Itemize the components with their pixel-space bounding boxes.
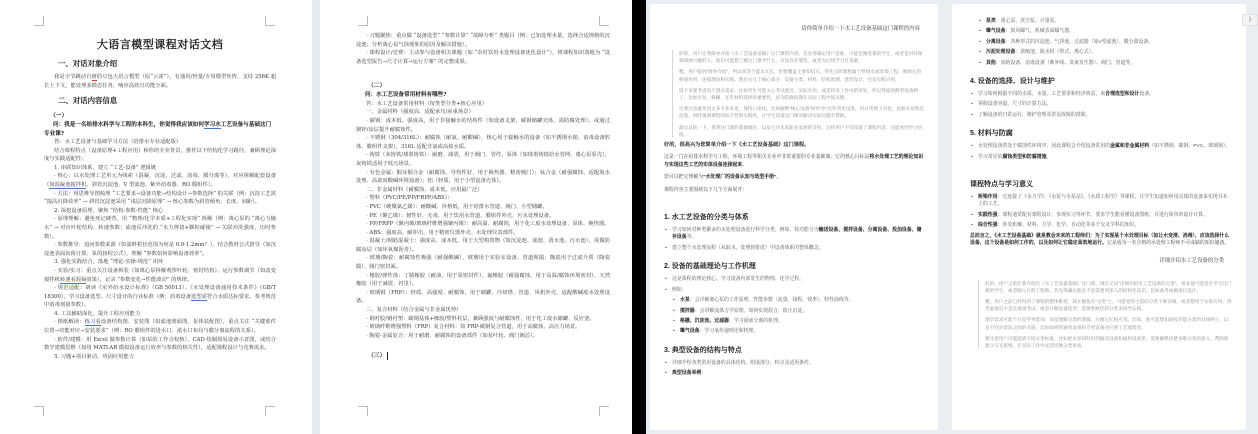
list-item: • 格栅、沉淀池、过滤器：学习固液分离的机理。: [672, 318, 924, 325]
answer-heading: 1. 水工艺设备的分类与体系: [664, 214, 749, 222]
question-paragraph[interactable]: 问：我是一名给排水科学与工程的本科生，你觉得我应该如何学习水工艺设备与基础这门专业课?: [44, 122, 272, 137]
chat-card: [952, 4, 1252, 430]
answer-paragraph[interactable]: · 原理理解：避免死记硬背，用 “物理/化学本质+工程化实现” 拆解（例：离心泵的 “离心力输水” → 对应叶轮结构、转速参数；滤池反冲洗的 “水力剪切+颗粒碰撞” → 关联冲洗强度、历时参数）。: [44, 216, 276, 240]
step-heading[interactable]: 3. 强化实践结合，落地 “理论-实操-规范” 闭环: [54, 259, 164, 266]
material-item[interactable]: · PE（聚乙烯）：韧性好、无毒，用于饮用水管道、膜组件外壳、污水处理设备。: [366, 212, 555, 219]
answer-heading: 2. 设备的基础理论与工作机理: [664, 263, 756, 271]
category-heading[interactable]: 三、复合材料（结合金属与非金属优势）: [366, 307, 462, 314]
answer-paragraph: 您可以把它理解为“水处理厂的设备认知与选型手册”。: [664, 175, 782, 181]
document-title: 大语言模型课程对话文档: [96, 38, 224, 51]
document-page-1: [0, 0, 312, 434]
step-heading[interactable]: 2. 深挖设备原理，聚焦 “结构-参数-性能” 核心: [54, 207, 164, 214]
answer-paragraph[interactable]: · 习题聚焦：重点做 “设备选型” “参数计算” “故障分析” 类题目（例：已知处理水量，选择合适规格的沉淀池；分析离心泵气蚀现象的原因及解决措施）。: [356, 33, 610, 48]
material-item[interactable]: · 玻璃/陶瓷：耐腐蚀性极强（耐强酸碱），玻璃用于实验室设备、管道视镜；陶瓷用于过滤介质（陶瓷膜）、阀门密封面。: [356, 255, 610, 271]
material-item[interactable]: · ABS：强度高、耐冲击，用于精密仪器外壳、水处理仪表部件。: [366, 229, 519, 236]
answer-paragraph[interactable]: · 方法：用思维导图梳理 “工艺要求→设备功能→结构设计→参数选择” 的关联（例：沉淀工艺需 “提高沉降效率” → 斜管沉淀池采用 “浅层沉降原理” → 核心参数为斜管倾角、长度、间距）。: [44, 190, 276, 206]
answer-intro[interactable]: 答：水工艺设备与基础学习方法（给排水专业适配版）: [54, 139, 182, 145]
material-item[interactable]: · 塑料（PVC/PE/PP/FRPP/ABS）：: [366, 195, 453, 202]
list-item: • 学习常见的腐蚀类型和防腐措施。: [970, 154, 1232, 161]
material-item[interactable]: · 不锈钢（304/316L）：耐腐蚀（耐氯、耐酸碱），核心用于接触水的设备（如不锈钢水箱、消毒设备腔体、膜组件支架），316L 适配含氯或高盐水质。: [356, 135, 610, 150]
crop-mark-icon: [265, 406, 275, 416]
bullet-list: [970, 194, 1232, 230]
summary-paragraph: 总而言之，《水工艺设备基础》就是教会未来的工程师们：为了实现某个水处理目标（如让水变清、消毒），应该选择什么设备，这个设备是如何工作的，以及如何让它稳定高效地运行。它是成为一名合格的水处理工程师不可或缺的知识储备。: [970, 233, 1230, 247]
bullet-list: [970, 143, 1232, 161]
grammar-mark[interactable]: 如混凝池搅拌机: [49, 181, 87, 188]
list-item: • 实践性强：课程通常配有课程设计、参观实习等环节，要求学生能看懂设备图纸，并进行简单的设计计算。: [970, 212, 1232, 219]
answer-paragraph: 课程内容主要围绕以下几个方面展开：: [664, 187, 748, 193]
list-item: • 典型设备举例：: [664, 370, 924, 377]
thinking-paragraph: 嗯，用户之前已经得到了课程的整体框架，现在聚焦在“分类”上，可能觉得之前的分类不够详细，或者想用于实际应用。得考虑他是不是在准备考试，或者在做设备选型，需要系统化的分类来指导实践。: [985, 298, 1232, 312]
thinking-paragraph: 好的，用户让我简单介绍《水工艺设备基础》这门课的内容。首先得确定用户是谁，可能是刚选课的学生，或者是对环保领域感兴趣的人。他们可能想了解这门课学什么，有没有必要选，或者为后续学习打基础。: [679, 51, 923, 64]
list-item: • 例如：: [664, 287, 924, 294]
thinking-paragraph: 还要注意避免用太多专业术语，保持口语化。比如解释“核心设备”时举“泵”这些常见设备，用日常例子对比，比如水泵和沉淀池。同时强调课程的综合性和实践性，让学生知道这门课对解决实际问题有帮助。: [679, 106, 924, 119]
material-item[interactable]: · 碳钢：成本低、强度高，用于非接触水的结构件（如设备支架、碳钢储罐壳体，需防腐处理），或通过镀锌/涂层提升耐腐蚀性。: [356, 117, 610, 133]
answer-lead: 好的，很高兴为您简单介绍一下《水工艺设备基础》这门课程。: [664, 142, 810, 149]
answer-paragraph[interactable]: · 规范适配：研读《室外给水设计标准》（GB 50013）、《水处理设备通用技术条件》（GB/T 18300），学习设备选型、尺寸设计的行业标准（例：消毒设备选型需符合水质达标要求，参考规范中消毒剂量参数）。: [44, 285, 276, 309]
material-item[interactable]: · 玻璃钢（FRP）：轻质、高强度、耐腐蚀，用于储罐、冷却塔、管道、风机外壳，适配酸碱废水处理设备。: [356, 289, 610, 305]
list-item: • 了解设备的日常运行、维护管理及常见故障的排除。: [970, 112, 1232, 119]
bullet-list: [664, 227, 924, 252]
list-item: • 桥梁作用：它连接了《水力学》、《水泵与水泵站》、《水质工程学》等课程，让学生知道如何用具体的设备来实现书本上的工艺。: [970, 194, 1232, 209]
answer-paragraph[interactable]: · 参数推导：追问参数来源（如滤料粒径范围为何是 0.9-1.2mm？），结合教材公式推导（如沉淀池表面负荷计算、泵的扬程公式），理解 “参数如何影响设备效率”。: [44, 242, 276, 257]
part-label: （二）: [368, 83, 386, 90]
user-message: 请你简单介绍一下水工艺设备基础这门课程的内容: [801, 26, 920, 32]
material-item[interactable]: · 有色金属：铜及铜合金（耐腐蚀、导热性好，用于换热器、精密阀门）；钛合金（耐强腐蚀，适配海水处理、高浓度酸碱环境设备）；铝（轻质，用于小型设备壳体）。: [356, 169, 610, 185]
answer-paragraph[interactable]: 结合课程特点（设备原理+工程应用）和你的专业背景，推荐以下结构化学习路径，兼顾理论深度与实践适配性：: [44, 147, 276, 163]
list-item: • 其他：加药设备、消毒设备（紫外线、臭氧发生器）、阀门、管道等。: [978, 60, 1232, 67]
crop-mark-icon: [34, 406, 44, 416]
question-paragraph[interactable]: 问：水工艺设备常用材料有哪些?: [364, 92, 447, 99]
material-item[interactable]: · PVC（硬聚氯乙烯）：耐酸碱、价格低，用于给排水管道、阀门、小型储罐。: [366, 203, 548, 210]
divider-bar: [632, 0, 646, 434]
crop-mark-icon: [358, 406, 368, 416]
crop-mark-icon: [599, 406, 609, 416]
user-message: 详细介绍水工艺设备的分类: [1159, 257, 1224, 264]
step-heading[interactable]: 1. 串联知识体系，建立 “工艺-设备” 逻辑链: [54, 164, 157, 171]
material-item[interactable]: · PP/FRPP（聚丙烯/玻璃纤维增强聚丙烯）：耐高温、耐腐蚀，用于化工废水处理设备、泵体、换热器。: [366, 221, 610, 228]
answer-heading: 5. 材料与防腐: [970, 130, 1013, 138]
chat-screenshot-2: [942, 0, 1258, 434]
chevron-right-icon: ⟩: [1248, 16, 1252, 23]
answer-paragraph[interactable]: · 课程设计/竞赛：主动参与设备相关课题（如 “农村饮用水处理设备优化设计”），将课程知识落地为 “设备选型报告→尺寸计算→运行方案” 的完整成果。: [356, 50, 610, 65]
material-item[interactable]: · 钢衬胶/钢衬塑：碳钢基体+橡胶/塑料衬层，兼顾强度与耐腐蚀性，用于化工废水储罐、反应釜。: [366, 315, 595, 322]
grammar-mark[interactable]: 练习看: [84, 319, 101, 326]
answer-paragraph[interactable]: · 核心：以水处理工艺单元为线索（混凝、沉淀、过滤、消毒、膜分离等），对应拆解配套设备（如混凝池搅拌机、斜管沉淀池、V 型滤池、紫外消毒器、RO 膜组件）。: [44, 173, 276, 188]
thinking-paragraph: 最后总结一下，说明这门课的基础地位，以及它对未来职业发展的支持。这样用户不仅知道了课程内容，还能看到学习价值。: [679, 124, 923, 137]
list-item: • 曝气设备：学习氧传递理论和机理。: [672, 328, 924, 335]
thinking-paragraph: 接下来要考虑用户潜在需求。比如学生可能关心考试重点、实际应用，或者将来工作中的用处。所以得提到典型设备例子，比如水泵、格栅，还有材料选择的重要性，因为防腐问题在实际工程中很关键。: [679, 87, 918, 101]
intro-paragraph[interactable]: 我是字节跳动自研的豆包大语言模型（原“云雀”），有通用/轻量/专用模型矩阵，支持 256K 超长上下文，能处理多模态任务，响应高效且功能全面。: [44, 74, 276, 89]
answer-intro[interactable]: 答：水工艺设备常用材料（按类型分类+核心应用）: [366, 100, 488, 107]
answer-heading: 3. 典型设备的结构与特点: [664, 346, 742, 354]
category-heading[interactable]: 二、非金属材料（耐腐蚀、成本低，应用最广泛）: [366, 186, 483, 193]
list-item: • 分离设备：各种形式的沉淀池、气浮池、过滤器（如V型滤池）、膜分离设备。: [978, 39, 1232, 46]
list-item: • 学习如何根据不同的水质、水量、工艺要求和经济效益，来合理选型和设计设备。: [970, 91, 1232, 98]
grammar-mark[interactable]: 转速看混凝: [59, 276, 87, 283]
material-item[interactable]: · 陶瓷-金属复合：用于耐磨、耐腐蚀的设备部件（如泵叶轮、阀门阀芯）。: [366, 332, 539, 339]
answer-paragraph[interactable]: · 实验/实习：重点关注设备拆装（如离心泵拆解观察叶轮、密封结构）、运行参数调节（如改变搅拌机转速看混凝效果），记录 “参数变化→性能波动” 的规律。: [44, 267, 276, 283]
bullet-list: [664, 360, 924, 378]
section-heading: 二、对话内容信息: [58, 96, 118, 106]
text-cursor: [387, 352, 388, 360]
list-item: • 搅拌器：会讲解流体力学原理，如何实现混合、防止沉淀。: [672, 308, 924, 315]
thinking-paragraph: 要注意用户可能混淆不同分类标准，比如把水泵同时归到输送设备和通用设备里，需要解释清楚多维分类的意义，帮助他建立交叉思维，在实际工作中灵活切换分类角度。: [985, 335, 1229, 348]
crop-mark-icon: [34, 16, 44, 26]
list-item: • 这是课程的理论核心。学习设备内部发生的物理、化学过程。: [664, 276, 924, 283]
list-item: • 建立整个水处理流程（从取水、处理到排放）中设备体系的整体概念。: [664, 245, 924, 252]
answer-paragraph: 这是一门在给排水科学与工程、环境工程等相关专业中非常重要的专业基础课。它的核心目标是将水处理工艺的理论知识与实现这些工艺的实体设备连接起来。: [664, 155, 924, 168]
sub-bullet-list: [664, 297, 924, 336]
list-item: • 详细介绍各类常用设备的具体结构、组成部分、特点及适用条件。: [664, 360, 924, 367]
part-label: （一）: [50, 113, 68, 120]
material-item[interactable]: · 玻璃纤维增强塑料（FRP）复合材料：如 FRP-碳钢复合管道，用于高腐蚀、高压力场景。: [366, 324, 581, 331]
list-item: • 综合性强：涉及机械、材料、力学、化学、自动化等多个交叉学科的知识。: [970, 222, 1232, 229]
list-item: • 水泵：会详解离心泵的工作原理、性能参数（流量、扬程、效率）、特性曲线等。: [672, 297, 924, 304]
grammar-mark[interactable]: 学习水: [204, 122, 221, 129]
answer-paragraph[interactable]: · 图纸解读：练习看设备结构图、安装图（如滤池剖面图、泵体装配图），重点关注 “关键部件位置→功能对应→安装要求”（例：RO 膜组件的进水口、浓水口布局与膜分离流程的关系）。: [44, 319, 276, 335]
spellcheck-mark[interactable]: 研: [91, 74, 97, 80]
thinking-paragraph: 嗯，用户提到“简单介绍”，所以回答不能太冗长，但要覆盖主要知识点。得先点明课程属于给排水或环境工程，强调它的桥梁作用，连接理论和实践。然后分几个核心部分：设备分类、材料、结构原理、选型设计，还有实践应用。: [679, 69, 921, 82]
answer-paragraph[interactable]: · 软件/建模：用 Excel 做参数计算（如泵的工作点校核）、CAD 绘制简易设备示意图，或结合数学建模思维（如用 MATLAB 模拟设备运行效率与参数的相关性），适配课程设计与竞赛需求。: [44, 336, 276, 352]
thinking-paragraph: 深层需求可能不只是罗列类别，而是理解分类的逻辑，方便记忆和应用。比如，他可能想知道按功能分类的具体例子，以及不同分类法之间的关联，比如如何将通用设备和专用设备对应到工艺流程里。: [985, 317, 1229, 330]
list-item: • 污泥处理设备：浓缩池、脱水机（带式、离心式）。: [978, 49, 1232, 56]
section-heading: 一、对话对象介绍: [58, 59, 118, 68]
thinking-block: [672, 50, 924, 138]
grammar-mark[interactable]: 选型需: [191, 293, 207, 300]
list-item: • 水处理设备常处于腐蚀性环境中，因此课程会介绍设备常用的金属和非金属材料（如不锈钢、碳钢、PVC、玻璃钢）。: [970, 143, 1232, 150]
chat-screenshot-1: [646, 0, 942, 434]
step-heading[interactable]: 5. 习题+项目驱动，巩固应用能力: [54, 353, 135, 360]
crop-mark-icon: [265, 16, 275, 26]
bullet-list: [664, 276, 924, 294]
material-item[interactable]: · 铸铁（灰铸铁/球墨铸铁）：耐磨、减震，用于阀门、管件、泵体（如球墨铸铁给水管网、离心泵泵壳），灰铸铁适用于低压场景。: [356, 152, 610, 167]
material-item[interactable]: · 混凝土/钢筋混凝土：强度高、成本低，用于大型构筑物（如沉淀池、滤池、清水池、污水池），需做防腐涂层（如环氧煤沥青）。: [356, 238, 610, 253]
crop-mark-icon: [358, 16, 368, 26]
page-gap: [312, 0, 320, 434]
list-item: • 学习如何对种类繁多的水处理设备进行科学分类。例如，按功能分为输送设备、搅拌设备、分离设备、投加设备、储存设备等。: [664, 227, 924, 242]
document-page-2: [320, 0, 632, 434]
list-item: • 泵类：离心泵、真空泵、计量泵。: [978, 18, 1232, 25]
category-heading[interactable]: 一、金属材料（强度高、适配承压/承重场景）: [366, 109, 474, 116]
bullet-list: [970, 91, 1232, 119]
list-item: • 曝气设备：鼓风曝气、机械表面曝气器。: [978, 28, 1232, 35]
material-item[interactable]: · 橡胶/弹性体：丁腈橡胶（耐油，用于泵密封件）、氟橡胶（耐强腐蚀，用于高温/腐蚀环境密封）、天然橡胶（用于减震、衬里）。: [356, 272, 610, 288]
crop-mark-icon: [599, 16, 609, 26]
sub-bullet-list: [970, 18, 1232, 67]
answer-heading: 4. 设备的选择、设计与维护: [970, 78, 1055, 86]
part-label[interactable]: （三）: [368, 350, 610, 360]
answer-heading: 课程特点与学习意义: [970, 181, 1033, 189]
thinking-block: [978, 280, 1232, 350]
step-heading[interactable]: 4. 工具辅助深化，提升工程应用能力: [54, 310, 141, 317]
thinking-paragraph: 好的，用户之前让我介绍过《水工艺设备基础》这门课，现在又问“详细介绍水工艺设备的分类”，看来他可能是在学习这门课的学生，或者刚入行的工程师。首先得确认他是不是需要更深入的结构化知识，比如备考或做项目设计。: [985, 280, 1232, 293]
chat-card: [650, 4, 938, 430]
list-item: • 掌握设备容量、尺寸的计算方法。: [970, 101, 1232, 108]
